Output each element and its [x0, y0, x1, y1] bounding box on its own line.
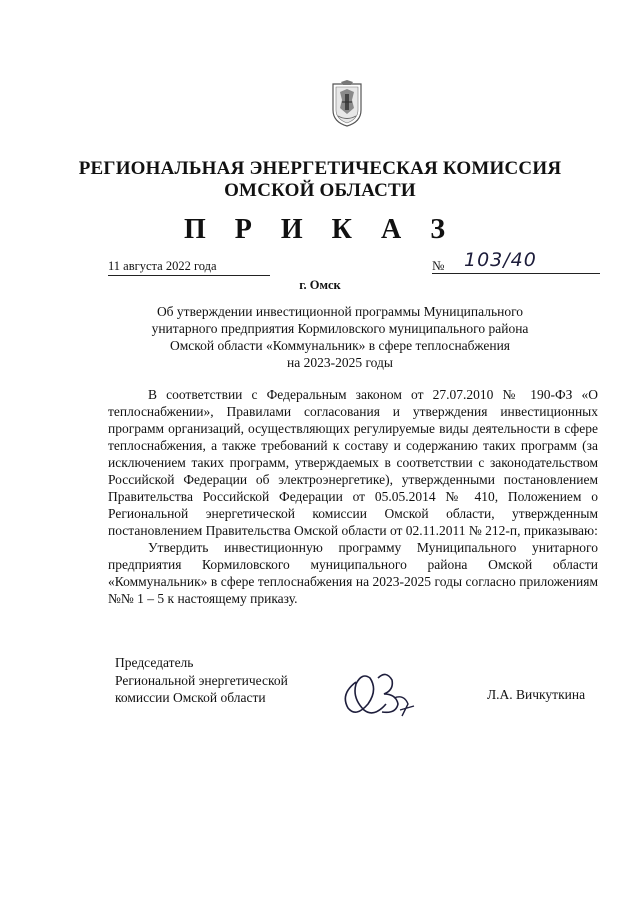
number-sign: №: [432, 258, 445, 273]
order-number-field: [432, 249, 600, 274]
signatory-name: Л.А. Вичкуткина: [487, 687, 586, 702]
subject-line: на 2023-2025 годы: [287, 355, 393, 370]
position-line: комиссии Омской области: [115, 690, 266, 705]
handwritten-signature-icon: [334, 664, 424, 724]
position-line: Региональной энергетической: [115, 672, 288, 688]
order-date: 11 августа 2022 года: [108, 259, 270, 276]
document-type-title: П Р И К А З: [184, 214, 456, 245]
subject-line: унитарного предприятия Кормиловского муниципального района: [151, 321, 529, 336]
order-subject: [120, 303, 560, 371]
resolution-paragraph: Утвердить инвестиционную программу Муниципального унитарного предприятия Кормиловского муниципального района Омской области «Коммунальник» в сфере теплоснабжения на 2023-2025 годы согласно приложениям №№ 1 – 5 к настоящему приказу.: [108, 540, 598, 606]
preamble-paragraph: В соответствии с Федеральным законом от 27.07.2010 № 190-ФЗ «О теплоснабжении», Правилами согласования и утверждения инвестиционных программ организаций, осуществляющих регулируемые виды деятельности в сфере теплоснабжения, а также требований к составу и содержанию таких программ (за исключением таких программ, утверждаемых в соответствии с законодательством Российской Федерации об электроэнергетике), утвержденными постановлением Правительства Российской Федерации от 05.05.2014 № 410, Положением о Региональной энергетической комиссии Омской области, утвержденным постановлением Правительства Омской области от 02.11.2011 № 212-п, приказываю:: [108, 387, 598, 538]
order-number-handwritten: 103/40: [464, 249, 537, 271]
subject-line: Об утверждении инвестиционной программы Муниципального: [156, 304, 524, 319]
organization-name-line2: ОМСКОЙ ОБЛАСТИ: [224, 180, 416, 201]
coat-of-arms-icon: [330, 80, 364, 128]
position-line: Председатель: [115, 655, 194, 670]
organization-name-line1: РЕГИОНАЛЬНАЯ ЭНЕРГЕТИЧЕСКАЯ КОМИССИЯ: [78, 158, 562, 179]
city: г. Омск: [299, 278, 341, 292]
signatory-position: [115, 654, 288, 707]
order-body: [108, 386, 598, 607]
subject-line: Омской области «Коммунальник» в сфере теплоснабжения: [169, 338, 511, 353]
